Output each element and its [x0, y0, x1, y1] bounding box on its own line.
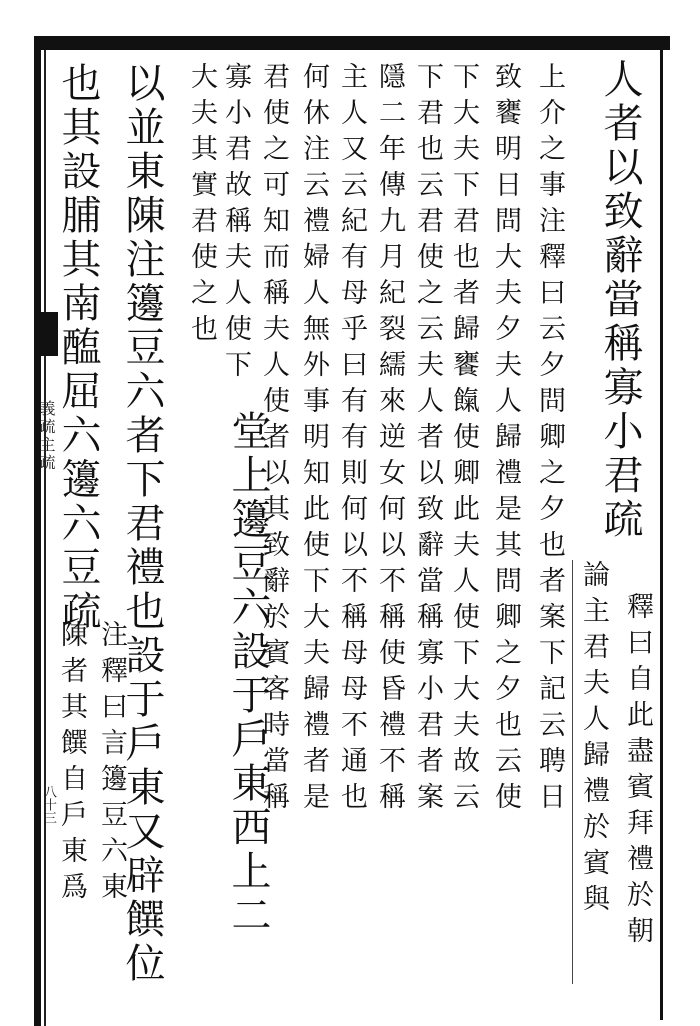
text-column-11: 寡小君故稱夫人使下 — [220, 62, 251, 386]
text-column-2a: 釋曰自此盡賓拜禮於朝 — [622, 592, 653, 952]
column-rule — [572, 560, 573, 984]
text-column-14: 也其設脯其南醢屈六籩六豆疏 — [55, 62, 101, 634]
margin-title: 義疏主疏 — [37, 400, 56, 472]
text-column-13: 以並東陳注籩豆六者下君禮也設于戶東又辟饌位 — [119, 62, 165, 986]
text-column-2b: 論主君夫人歸禮於賓與 — [578, 560, 609, 920]
page-frame-inner-left — [44, 50, 46, 1026]
text-column-1: 人者以致辭當稱寡小君疏 — [597, 58, 643, 542]
text-column-11-main: 堂上籩豆六設于戶東西上二 — [225, 410, 271, 938]
page-number: 八十三 — [41, 785, 56, 824]
text-column-9: 何休注云禮婦人無外事明知此使下大夫歸禮者是 — [298, 62, 329, 818]
text-column-5: 下大夫下君也者歸饔餼使卿此夫人使下大夫故云 — [448, 62, 479, 818]
text-column-10: 君使之可知而稱夫人使者以其致辭於賓客時當稱 — [258, 62, 289, 818]
text-column-7: 隱二年傳九月紀裂繻來逆女何以不稱使昏禮不稱 — [374, 62, 405, 818]
text-column-8: 主人又云紀有母乎曰有有則何以不稱母母不通也 — [336, 62, 367, 818]
text-column-14-note-a: 注釋曰言籩豆六東 — [96, 620, 127, 908]
text-column-12: 大夫其實君使之也 — [186, 62, 217, 350]
text-column-3: 上介之事注釋曰云夕問卿之夕也者案下記云聘日 — [534, 62, 565, 818]
text-column-4: 致饔明日問大夫夕夫人歸禮是其問卿之夕也云使 — [490, 62, 521, 818]
page-frame-left — [34, 36, 41, 1026]
text-column-6: 下君也云君使之云夫人者以致辭當稱寡小君者案 — [412, 62, 443, 818]
page-frame-right — [660, 48, 663, 1020]
text-column-14-note-b: 陳者其饌自戶東爲 — [56, 620, 87, 908]
page-frame-top — [40, 36, 670, 50]
